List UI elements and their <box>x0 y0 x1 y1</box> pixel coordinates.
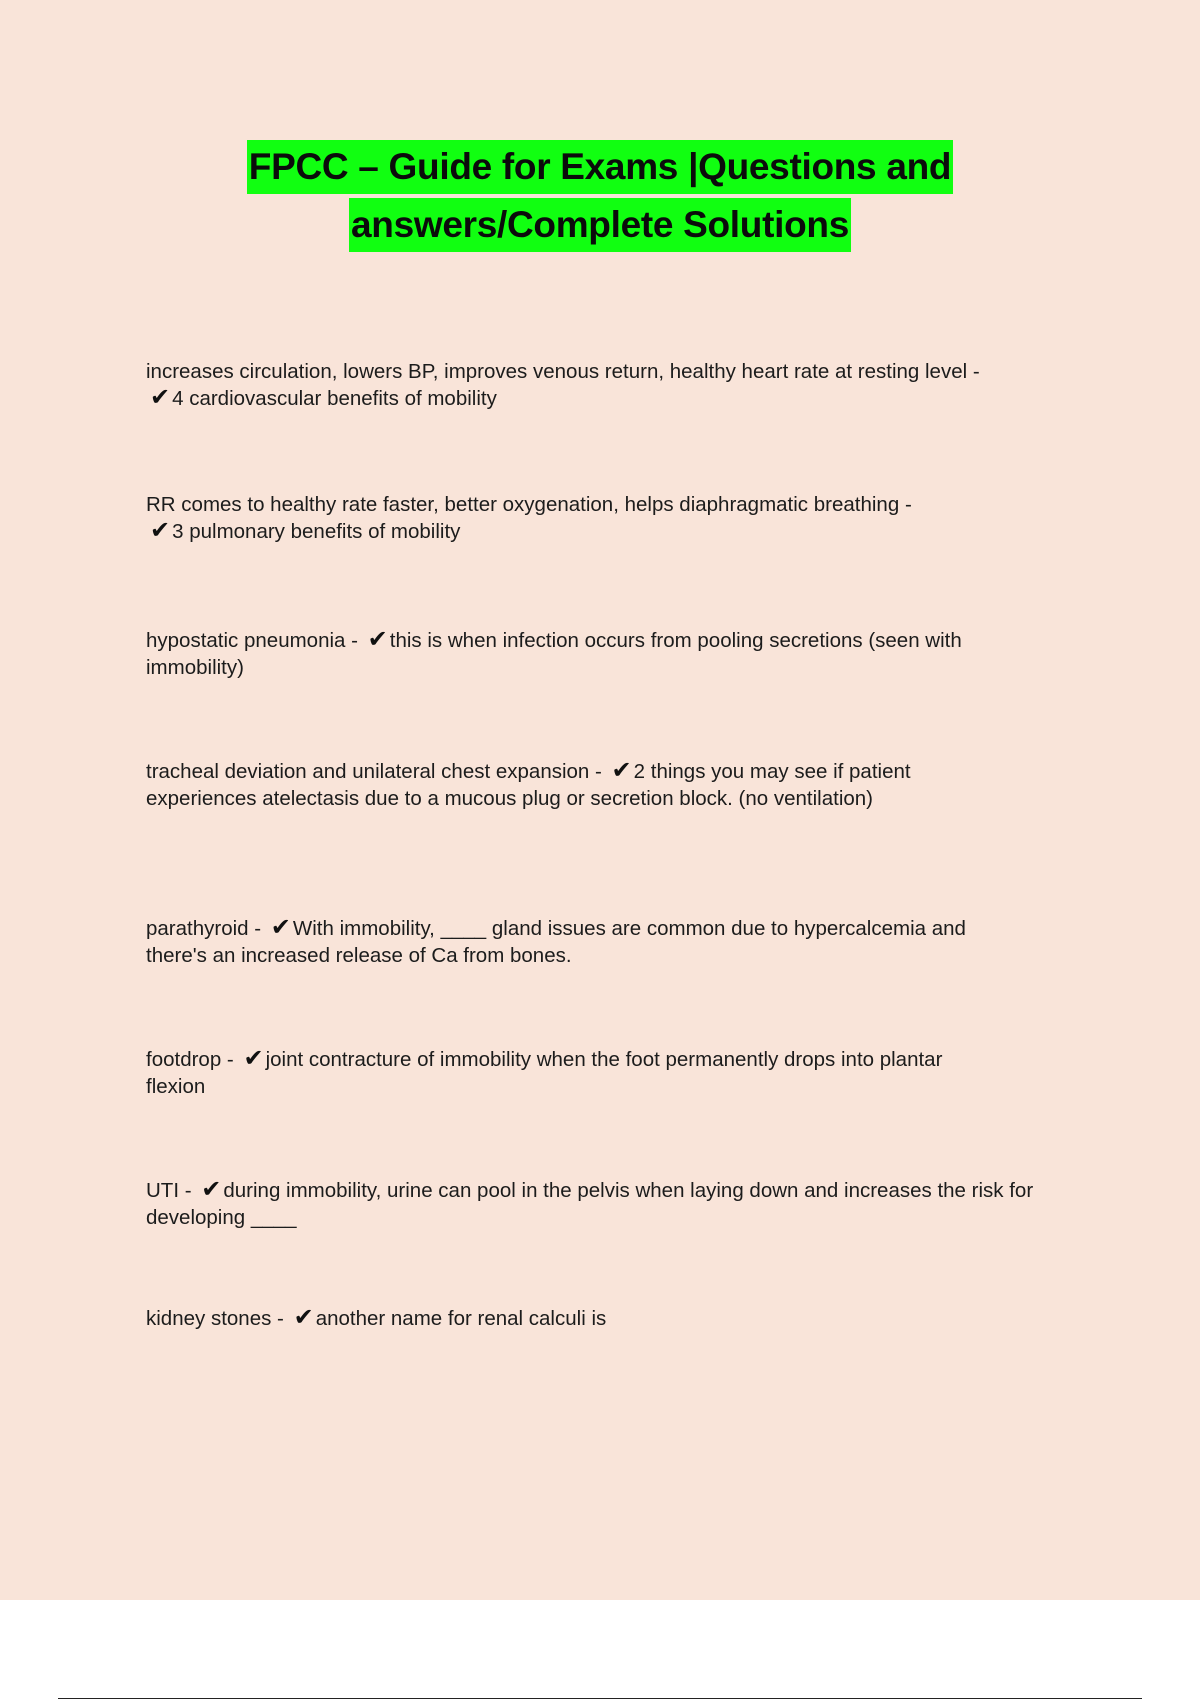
answer-text: kidney stones <box>146 1307 272 1330</box>
answer-text: footdrop <box>146 1048 222 1071</box>
answer-text: RR comes to healthy rate faster, better oxygenation, helps diaphragmatic breathing <box>146 493 900 516</box>
check-mark-icon: ✔ <box>611 757 632 784</box>
title-line-1: FPCC – Guide for Exams |Questions and <box>247 140 953 194</box>
question-text: 4 cardiovascular benefits of mobility <box>172 387 497 410</box>
separator: - <box>248 917 267 940</box>
footer-divider <box>58 1698 1142 1699</box>
question-text: 2 things you may see if patient experiences atelectasis due to a mucous plug or secretion block. (no ventilation) <box>146 760 911 810</box>
check-mark-icon: ✔ <box>367 626 388 653</box>
document-title <box>0 140 1200 256</box>
check-mark-icon: ✔ <box>150 384 171 411</box>
answer-text: UTI <box>146 1179 180 1202</box>
question-text: during immobility, urine can pool in the pelvis when laying down and increases the risk for developing ____ <box>146 1179 1034 1229</box>
qa-item <box>146 758 926 812</box>
separator: - <box>345 629 364 652</box>
separator: - <box>899 493 912 516</box>
question-text: another name for renal calculi is <box>315 1307 607 1330</box>
qa-item <box>146 1305 1076 1332</box>
qa-item <box>146 1177 1066 1231</box>
separator: - <box>221 1048 240 1071</box>
qa-item <box>146 1046 996 1100</box>
answer-text: parathyroid <box>146 917 249 940</box>
separator: - <box>967 360 980 383</box>
answer-text: tracheal deviation and unilateral chest expansion <box>146 760 590 783</box>
check-mark-icon: ✔ <box>243 1045 264 1072</box>
answer-text: hypostatic pneumonia <box>146 629 346 652</box>
check-mark-icon: ✔ <box>150 517 171 544</box>
qa-item <box>146 915 1006 969</box>
qa-item <box>146 491 1076 545</box>
qa-item <box>146 358 1076 412</box>
check-mark-icon: ✔ <box>270 914 291 941</box>
check-mark-icon: ✔ <box>293 1304 314 1331</box>
question-text: joint contracture of immobility when the foot permanently drops into plantar flexion <box>146 1048 943 1098</box>
answer-text: increases circulation, lowers BP, improves venous return, healthy heart rate at resting level <box>146 360 968 383</box>
title-line-2: answers/Complete Solutions <box>349 198 851 252</box>
check-mark-icon: ✔ <box>201 1176 222 1203</box>
separator: - <box>589 760 608 783</box>
separator: - <box>271 1307 290 1330</box>
question-text: 3 pulmonary benefits of mobility <box>172 520 461 543</box>
separator: - <box>179 1179 198 1202</box>
qa-item <box>146 627 1006 681</box>
question-text: this is when infection occurs from pooling secretions (seen with immobility) <box>146 629 962 679</box>
question-text: With immobility, ____ gland issues are common due to hypercalcemia and there's an increased release of Ca from bones. <box>146 917 966 967</box>
